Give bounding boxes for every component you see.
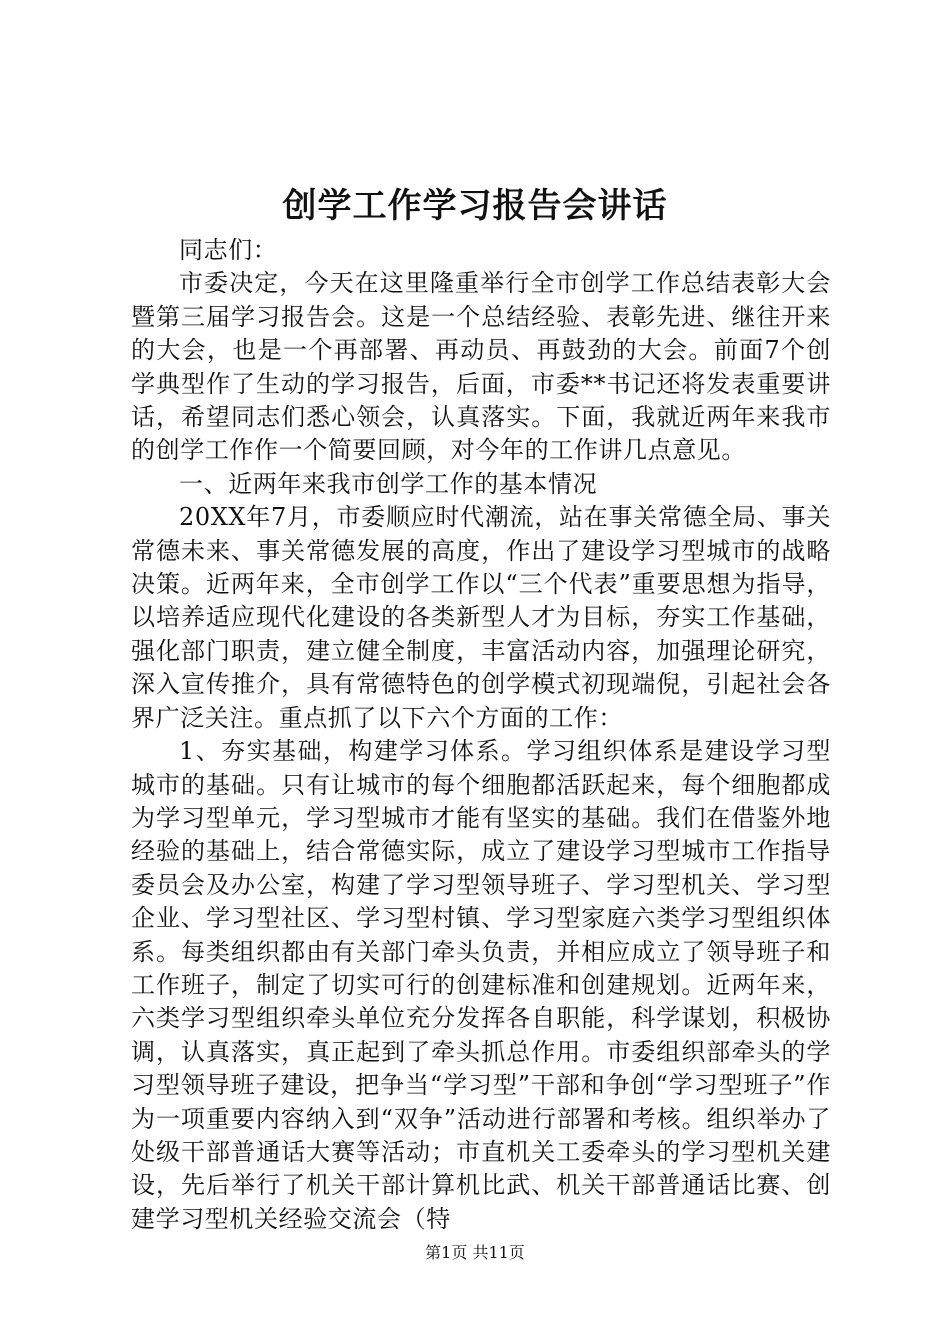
section-heading: 一、近两年来我市创学工作的基本情况 — [179, 469, 598, 498]
body-paragraph: 20XX年7月，市委顺应时代潮流，站在事关常德全局、事关常德未来、事关常德发展的高度，作出了建设学习型城市的战略决策。近两年来，全市创学工作以“三个代表”重要思想为指导，以培养适应现代化建设的各类新型人才为目标，夯实工作基础，强化部门职责，建立健全制度，丰富活动内容，加强理论研究，深入宣传推介，具有常德特色的创学模式初现端倪，引起社会各界广泛关注。重点抓了以下六个方面的工作： — [131, 503, 831, 732]
page-footer: 第1页 共11页 — [425, 1243, 525, 1262]
document-body — [131, 234, 831, 1236]
body-paragraph: 1、夯实基础，构建学习体系。学习组织体系是建设学习型城市的基础。只有让城市的每个细胞都活跃起来，每个细胞都成为学习型单元，学习型城市才能有坚实的基础。我们在借鉴外地经验的基础上，结合常德实际，成立了建设学习型城市工作指导委员会及办公室，构建了学习型领导班子、学习型机关、学习型企业、学习型社区、学习型村镇、学习型家庭六类学习型组织体系。每类组织都由有关部门牵头负责，并相应成立了领导班子和工作班子，制定了切实可行的创建标准和创建规划。近两年来，六类学习型组织牵头单位充分发挥各自职能，科学谋划，积极协调，认真落实，真正起到了牵头抓总作用。市委组织部牵头的学习型领导班子建设，把争当“学习型”干部和争创“学习型班子”作为一项重要内容纳入到“双争”活动进行部署和考核。组织举办了处级干部普通话大赛等活动；市直机关工委牵头的学习型机关建设，先后举行了机关干部计算机比武、机关干部普通话比赛、创建学习型机关经验交流会（特 — [131, 737, 831, 1233]
body-paragraph: 市委决定，今天在这里隆重举行全市创学工作总结表彰大会暨第三届学习报告会。这是一个总结经验、表彰先进、继往开来的大会，也是一个再部署、再动员、再鼓劲的大会。前面7个创学典型作了生动的学习报告，后面，市委**书记还将发表重要讲话，希望同志们悉心领会，认真落实。下面，我就近两年来我市的创学工作作一个简要回顾，对今年的工作讲几点意见。 — [131, 269, 831, 465]
greeting-paragraph: 同志们： — [179, 236, 278, 264]
document-title: 创学工作学习报告会讲话 — [282, 186, 668, 226]
